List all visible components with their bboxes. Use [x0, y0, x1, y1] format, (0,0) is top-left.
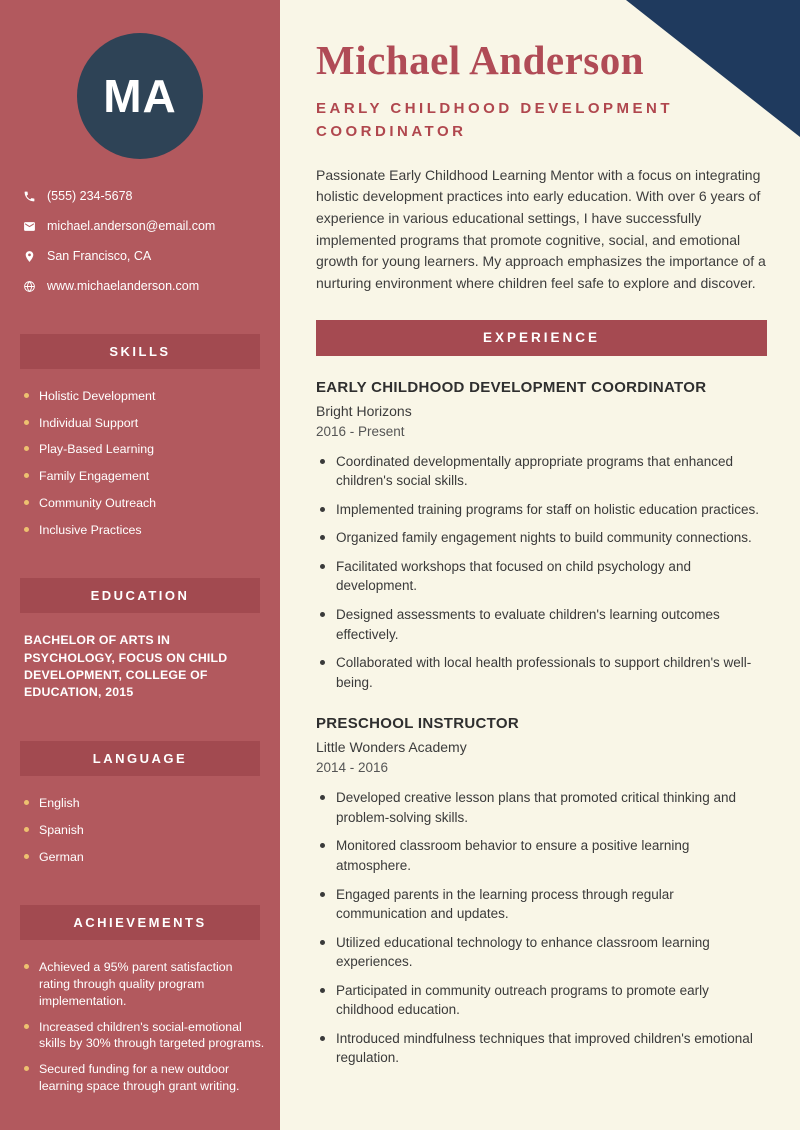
skills-title: SKILLS	[109, 344, 171, 359]
job-bullet-list	[316, 788, 767, 1068]
globe-icon	[22, 280, 36, 294]
avatar-initials: MA	[103, 70, 177, 122]
email-icon	[22, 220, 36, 234]
contact-phone-text: (555) 234-5678	[47, 189, 133, 203]
contact-location-text: San Francisco, CA	[47, 249, 152, 263]
education-title: EDUCATION	[90, 588, 190, 604]
contact-website-text: www.michaelanderson.com	[47, 279, 200, 293]
achievement-item: Secured funding for a new outdoor learning space through grant writing.	[24, 1061, 266, 1094]
contact-item-phone	[22, 189, 264, 204]
job-bullet: Organized family engagement nights to build community connections.	[320, 528, 767, 548]
job-bullet-list	[316, 452, 767, 693]
contact-item-location	[22, 249, 264, 264]
job-bullet: Facilitated workshops that focused on child psychology and development.	[320, 557, 767, 596]
avatar	[77, 33, 203, 159]
job-dates: 2014 - 2016	[316, 760, 389, 776]
contact-email-text: michael.anderson@email.com	[47, 219, 216, 233]
main-content	[280, 0, 800, 1130]
education-section-header	[20, 578, 260, 613]
job-dates: 2016 - Present	[316, 423, 405, 439]
achievements-list	[24, 959, 266, 1094]
skills-list	[24, 388, 266, 538]
job-title: EARLY CHILDHOOD DEVELOPMENT COORDINATOR	[316, 378, 707, 396]
job-bullet: Designed assessments to evaluate children's learning outcomes effectively.	[320, 605, 767, 644]
job-bullet: Developed creative lesson plans that promoted critical thinking and problem-solving skills.	[320, 788, 767, 827]
contact-item-website	[22, 279, 264, 294]
job-bullet: Engaged parents in the learning process through regular communication and updates.	[320, 885, 767, 924]
language-list	[24, 795, 266, 865]
achievements-title: ACHIEVEMENTS	[73, 915, 207, 931]
skill-item: Play-Based Learning	[24, 441, 266, 458]
achievement-item: Achieved a 95% parent satisfaction rating through quality program implementation.	[24, 959, 266, 1009]
skill-item: Inclusive Practices	[24, 522, 266, 539]
job-bullet: Introduced mindfulness techniques that improved children's emotional regulation.	[320, 1029, 767, 1068]
language-item: English	[24, 795, 266, 812]
job-bullet: Collaborated with local health professionals to support children's well-being.	[320, 653, 767, 692]
location-pin-icon	[22, 250, 36, 264]
language-section-header	[20, 741, 260, 776]
job-bullet: Utilized educational technology to enhance classroom learning experiences.	[320, 933, 767, 972]
job-company: Little Wonders Academy	[316, 739, 467, 756]
experience-title: EXPERIENCE	[482, 330, 601, 346]
skill-item: Individual Support	[24, 415, 266, 432]
job-bullet: Participated in community outreach programs to promote early childhood education.	[320, 981, 767, 1020]
skill-item: Family Engagement	[24, 468, 266, 485]
contact-list	[0, 189, 280, 294]
summary-paragraph: Passionate Early Childhood Learning Mentor with a focus on integrating holistic development practices into early education. With over 6 years of experience in various educational settings, I have successfully implemented programs that promote cognitive, social, and emotional growth for young learners. My approach emphasizes the importance of a nurturing environment where children feel safe to explore and discover.	[316, 166, 766, 291]
candidate-job-title: EARLY CHILDHOOD DEVELOPMENT COORDINATOR	[316, 100, 674, 141]
job-company: Bright Horizons	[316, 402, 412, 419]
contact-item-email	[22, 219, 264, 234]
skills-section-header	[20, 334, 260, 369]
achievements-section-header	[20, 905, 260, 940]
skill-item: Community Outreach	[24, 495, 266, 512]
phone-icon	[22, 190, 36, 204]
achievement-item: Increased children's social-emotional skills by 30% through targeted programs.	[24, 1019, 266, 1052]
skill-item: Holistic Development	[24, 388, 266, 405]
job-entry	[316, 715, 767, 1068]
language-item: Spanish	[24, 822, 266, 839]
language-title: LANGUAGE	[92, 751, 188, 767]
education-text: BACHELOR OF ARTS IN PSYCHOLOGY, FOCUS ON CHILD DEVELOPMENT, COLLEGE OF EDUCATION, 2015	[24, 633, 228, 700]
job-entry	[316, 379, 767, 693]
language-item: German	[24, 849, 266, 866]
job-title: PRESCHOOL INSTRUCTOR	[316, 715, 519, 733]
job-bullet: Coordinated developmentally appropriate programs that enhanced children's social skills.	[320, 452, 767, 491]
candidate-name: Michael Anderson	[316, 37, 645, 83]
sidebar	[0, 0, 280, 1130]
job-bullet: Implemented training programs for staff on holistic education practices.	[320, 500, 767, 520]
experience-section-header	[316, 320, 767, 356]
job-bullet: Monitored classroom behavior to ensure a positive learning atmosphere.	[320, 836, 767, 875]
